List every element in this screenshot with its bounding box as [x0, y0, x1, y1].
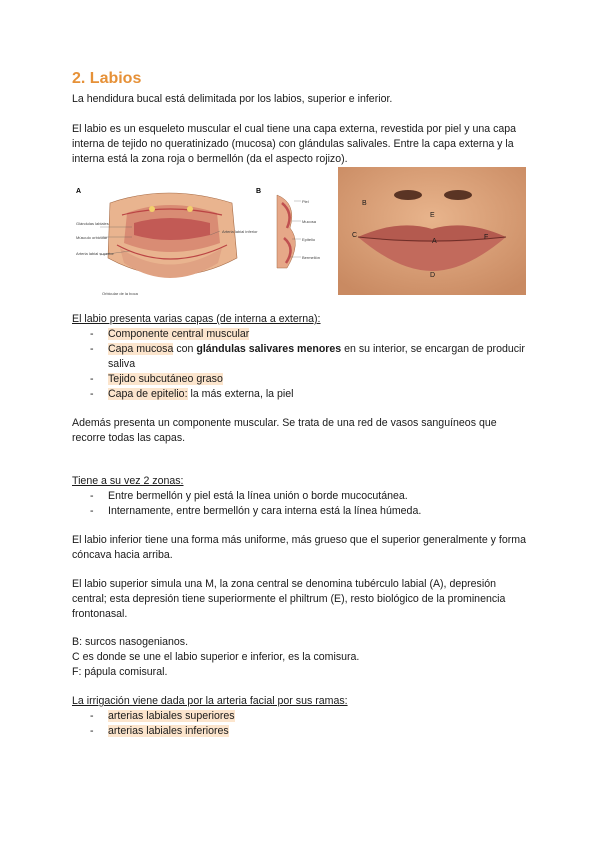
intro-paragraph: La hendidura bucal está delimitada por los labios, superior e inferior. [72, 93, 393, 105]
anatomy-label-vermilion: Bermellón [302, 255, 321, 260]
legend-f: F: pápula comisural. [72, 666, 168, 678]
photo-letter-f: F [484, 234, 489, 241]
layers-heading: El labio presenta varias capas (de interna a externa): [72, 313, 321, 325]
anatomy-label-glands: Glándulas labiales [76, 221, 109, 226]
anatomy-label-artery-inf: Arteria labial inferior [222, 229, 258, 234]
list-item: - arterias labiales inferiores [90, 725, 229, 737]
upper-lip-paragraph: El labio superior simula una M, la zona central se denomina tubérculo labial (A), depresión central; esta depresión tiene superiormente el philtrum (E), resto biológico de la prominencia frontonasal. [72, 578, 506, 620]
zones-list [72, 489, 542, 519]
figure-panel-b-label: B [256, 188, 262, 195]
anatomy-label-orbicularis: Músculo orbicular [76, 235, 108, 240]
photo-letter-a: A [432, 238, 437, 245]
anatomy-label-epithelium: Epitelio [302, 237, 316, 242]
legend-c: C es donde se une el labio superior e inferior, es la comisura. [72, 651, 360, 663]
anatomy-caption: Orbicular de la boca [102, 291, 138, 296]
photo-letter-c: C [352, 232, 358, 239]
lip-anatomy-figure [72, 183, 334, 301]
anatomy-label-mucosa: Mucosa [302, 219, 317, 224]
layers-list [72, 327, 542, 402]
list-item: - Entre bermellón y piel está la línea unión o borde mucocutánea. [90, 490, 408, 502]
list-item: - Capa mucosa con glándulas salivares menores en su interior, se encargan de producir saliva [90, 343, 525, 370]
list-item: - Capa de epitelio: la más externa, la piel [90, 388, 294, 400]
section-title: 2. Labios [72, 70, 142, 87]
photo-letter-e: E [430, 212, 435, 219]
irrigation-heading: La irrigación viene dada por la arteria facial por sus ramas: [72, 695, 348, 707]
photo-letter-b: B [362, 200, 367, 207]
lower-lip-paragraph: El labio inferior tiene una forma más uniforme, más grueso que el superior generalmente y forma cóncava hacia arriba. [72, 534, 526, 561]
lip-structure-paragraph: El labio es un esqueleto muscular el cual tiene una capa externa, revestida por piel y una capa interna de tejido no queratinizado (mucosa) con glándulas salivales. Entre la capa externa y la interna está la zona roja o bermellón (da el aspecto rojizo). [72, 123, 517, 165]
zones-heading: Tiene a su vez 2 zonas: [72, 475, 184, 487]
list-item: - Internamente, entre bermellón y cara interna está la línea húmeda. [90, 505, 422, 517]
muscular-paragraph: Además presenta un componente muscular. Se trata de una red de vasos sanguíneos que recorre todas las capas. [72, 417, 497, 444]
legend-b: B: surcos nasogenianos. [72, 636, 189, 648]
anatomy-label-skin: Piel [302, 199, 309, 204]
irrigation-list [72, 709, 542, 739]
photo-letter-d: D [430, 272, 436, 279]
lip-photo-figure [338, 167, 526, 295]
figure-panel-a-label: A [76, 188, 82, 195]
list-item: - Componente central muscular [90, 328, 250, 340]
list-item: - arterias labiales superiores [90, 710, 235, 722]
anatomy-label-artery-sup: Arteria labial superior [76, 251, 114, 256]
list-item: - Tejido subcutáneo graso [90, 373, 223, 385]
